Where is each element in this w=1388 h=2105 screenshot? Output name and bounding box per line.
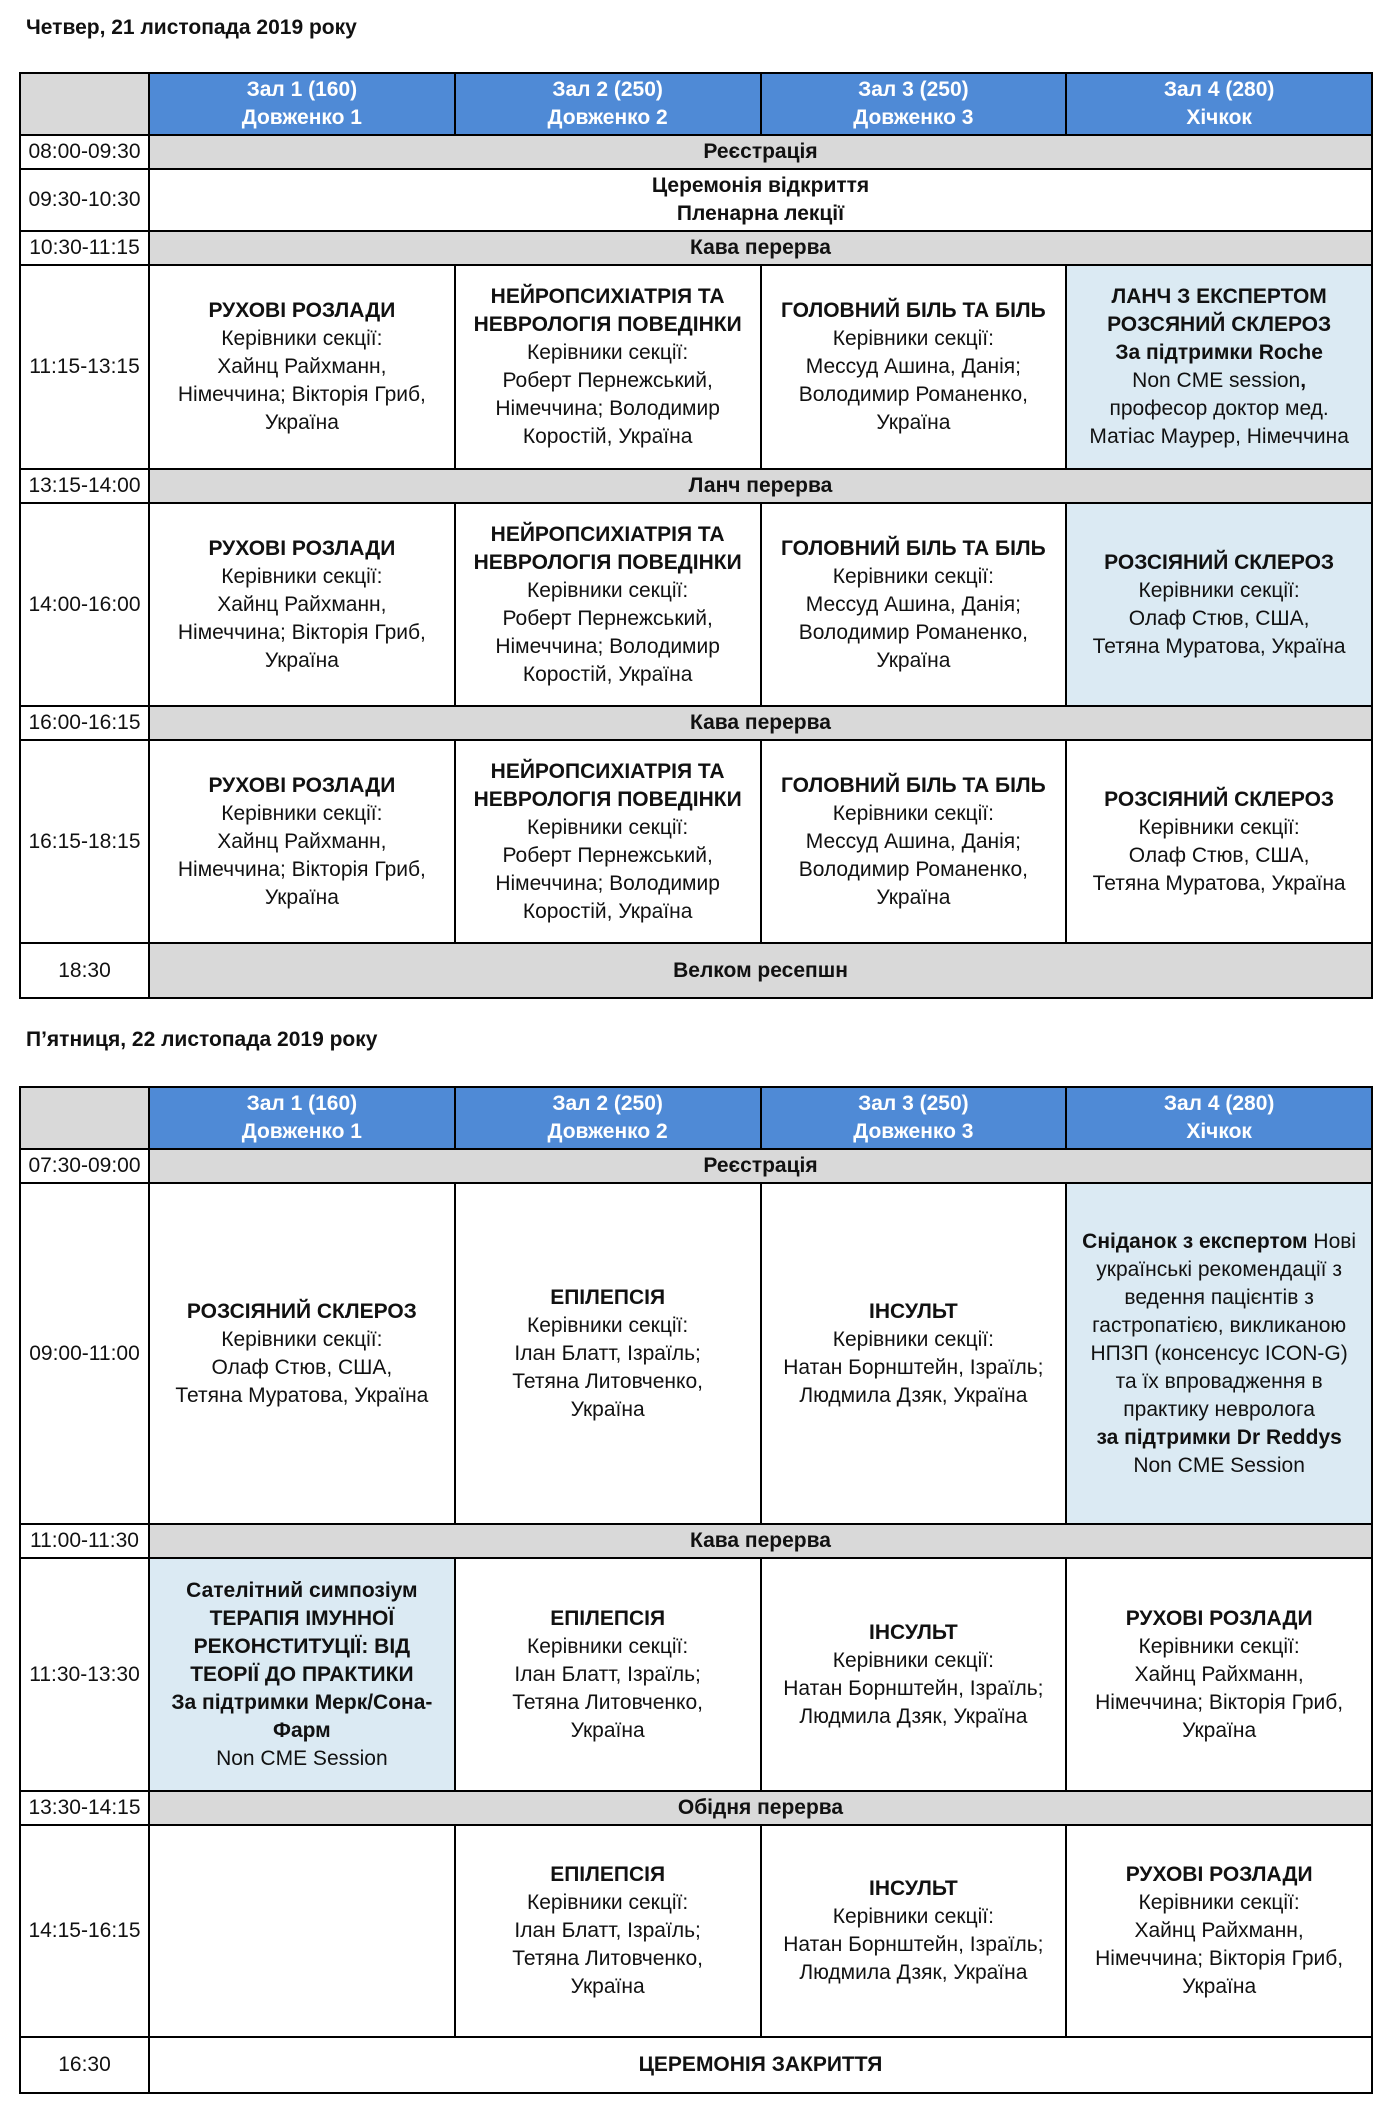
time-cell: 09:30-10:30 xyxy=(20,169,149,231)
table-row xyxy=(20,469,1372,503)
hall-1-header: Зал 1 (160) Довженко 1 xyxy=(149,73,455,135)
table-row xyxy=(20,135,1372,169)
session-cell: РОЗСІЯНИЙ СКЛЕРОЗ Керівники секції: Олаф Стюв, США, Тетяна Муратова, Україна xyxy=(149,1183,455,1524)
session-cell: ГОЛОВНИЙ БІЛЬ ТА БІЛЬ Керівники секції: Мессуд Ашина, Данія; Володимир Романенко, Україна xyxy=(761,740,1067,943)
day1-schedule-table xyxy=(19,72,1373,999)
table-row xyxy=(20,1524,1372,1558)
table-row xyxy=(20,1791,1372,1825)
day2-title: П’ятниця, 22 листопада 2019 року xyxy=(26,1028,378,1051)
session-cell: РОЗСІЯНИЙ СКЛЕРОЗ Керівники секції: Олаф Стюв, США, Тетяна Муратова, Україна xyxy=(1066,740,1372,943)
session-cell: ГОЛОВНИЙ БІЛЬ ТА БІЛЬ Керівники секції: Мессуд Ашина, Данія; Володимир Романенко, Україна xyxy=(761,265,1067,469)
reception-cell: Велком ресепшн xyxy=(149,943,1372,998)
time-cell: 14:15-16:15 xyxy=(20,1825,149,2037)
time-cell: 11:00-11:30 xyxy=(20,1524,149,1558)
session-cell: ЕПІЛЕПСІЯ Керівники секції: Ілан Блатт, Ізраїль; Тетяна Литовченко, Україна xyxy=(455,1183,761,1524)
break-cell: Ланч перерва xyxy=(149,469,1372,503)
hall-4-header: Зал 4 (280) Хічкок xyxy=(1066,1087,1372,1149)
table-row xyxy=(20,2037,1372,2093)
table-row xyxy=(20,943,1372,998)
session-cell: ГОЛОВНИЙ БІЛЬ ТА БІЛЬ Керівники секції: Мессуд Ашина, Данія; Володимир Романенко, Україна xyxy=(761,503,1067,706)
time-cell: 16:15-18:15 xyxy=(20,740,149,943)
table-row xyxy=(20,706,1372,740)
table-row xyxy=(20,1558,1372,1791)
hall-3-header: Зал 3 (250) Довженко 3 xyxy=(761,1087,1067,1149)
session-cell: НЕЙРОПСИХІАТРІЯ ТА НЕВРОЛОГІЯ ПОВЕДІНКИ Керівники секції: Роберт Пернежський, Німеччина; Володимир Коростій, Україна xyxy=(455,265,761,469)
table-row xyxy=(20,265,1372,469)
break-cell: Реєстрація xyxy=(149,135,1372,169)
break-cell: Реєстрація xyxy=(149,1149,1372,1183)
break-cell: Кава перерва xyxy=(149,231,1372,265)
day1-header-row xyxy=(20,73,1372,135)
empty-session-cell xyxy=(149,1825,455,2037)
time-cell: 18:30 xyxy=(20,943,149,998)
time-cell: 09:00-11:00 xyxy=(20,1183,149,1524)
header-corner xyxy=(20,73,149,135)
time-cell: 13:30-14:15 xyxy=(20,1791,149,1825)
break-cell: Кава перерва xyxy=(149,1524,1372,1558)
sponsored-session-cell: ЛАНЧ З ЕКСПЕРТОМ РОЗСЯНИЙ СКЛЕРОЗ За підтримки Roche Non CME session, професор доктор мед. Матіас Маурер, Німеччина xyxy=(1066,265,1372,469)
time-cell: 14:00-16:00 xyxy=(20,503,149,706)
hall-2-header: Зал 2 (250) Довженко 2 xyxy=(455,1087,761,1149)
sponsored-session-cell: Сателітний симпозіум ТЕРАПІЯ ІМУННОЇ РЕКОНСТИТУЦІЇ: ВІД ТЕОРІЇ ДО ПРАКТИКИ За підтримки Мерк/Сона- Фарм Non CME Session xyxy=(149,1558,455,1791)
table-row xyxy=(20,1149,1372,1183)
session-cell: РУХОВІ РОЗЛАДИ Керівники секції: Хайнц Райхманн, Німеччина; Вікторія Гриб, Україна xyxy=(149,503,455,706)
session-cell: НЕЙРОПСИХІАТРІЯ ТА НЕВРОЛОГІЯ ПОВЕДІНКИ Керівники секції: Роберт Пернежський, Німеччина; Володимир Коростій, Україна xyxy=(455,740,761,943)
table-row xyxy=(20,1825,1372,2037)
session-cell: РУХОВІ РОЗЛАДИ Керівники секції: Хайнц Райхманн, Німеччина; Вікторія Гриб, Україна xyxy=(149,265,455,469)
session-cell: РОЗСІЯНИЙ СКЛЕРОЗ Керівники секції: Олаф Стюв, США, Тетяна Муратова, Україна xyxy=(1066,503,1372,706)
table-row xyxy=(20,740,1372,943)
hall-3-header: Зал 3 (250) Довженко 3 xyxy=(761,73,1067,135)
session-cell: РУХОВІ РОЗЛАДИ Керівники секції: Хайнц Райхманн, Німеччина; Вікторія Гриб, Україна xyxy=(149,740,455,943)
time-cell: 11:30-13:30 xyxy=(20,1558,149,1791)
time-cell: 13:15-14:00 xyxy=(20,469,149,503)
break-cell: Кава перерва xyxy=(149,706,1372,740)
header-corner xyxy=(20,1087,149,1149)
hall-1-header: Зал 1 (160) Довженко 1 xyxy=(149,1087,455,1149)
plenary-cell: Церемонія відкриття Пленарна лекції xyxy=(149,169,1372,231)
time-cell: 11:15-13:15 xyxy=(20,265,149,469)
table-row xyxy=(20,169,1372,231)
session-cell: ЕПІЛЕПСІЯ Керівники секції: Ілан Блатт, Ізраїль; Тетяна Литовченко, Україна xyxy=(455,1825,761,2037)
day2-header-row xyxy=(20,1087,1372,1149)
session-cell: ЕПІЛЕПСІЯ Керівники секції: Ілан Блатт, Ізраїль; Тетяна Литовченко, Україна xyxy=(455,1558,761,1791)
day1-title: Четвер, 21 листопада 2019 року xyxy=(26,16,357,39)
session-cell: ІНСУЛЬТ Керівники секції: Натан Борнштейн, Ізраїль; Людмила Дзяк, Україна xyxy=(761,1183,1067,1524)
table-row xyxy=(20,1183,1372,1524)
time-cell: 07:30-09:00 xyxy=(20,1149,149,1183)
session-cell: РУХОВІ РОЗЛАДИ Керівники секції: Хайнц Райхманн, Німеччина; Вікторія Гриб, Україна xyxy=(1066,1558,1372,1791)
break-cell: Обідня перерва xyxy=(149,1791,1372,1825)
time-cell: 16:00-16:15 xyxy=(20,706,149,740)
time-cell: 10:30-11:15 xyxy=(20,231,149,265)
time-cell: 08:00-09:30 xyxy=(20,135,149,169)
session-cell: ІНСУЛЬТ Керівники секції: Натан Борнштейн, Ізраїль; Людмила Дзяк, Україна xyxy=(761,1825,1067,2037)
day2-schedule-table xyxy=(19,1086,1373,2094)
hall-4-header: Зал 4 (280) Хічкок xyxy=(1066,73,1372,135)
session-cell: ІНСУЛЬТ Керівники секції: Натан Борнштейн, Ізраїль; Людмила Дзяк, Україна xyxy=(761,1558,1067,1791)
table-row xyxy=(20,503,1372,706)
sponsored-session-cell: Сніданок з експертом Нові українські рекомендації з ведення пацієнтів з гастропатією, викликаною НПЗП (консенсус ICON-G) та їх впровадження в практику невролога за підтримки Dr Reddys Non CME Session xyxy=(1066,1183,1372,1524)
session-cell: НЕЙРОПСИХІАТРІЯ ТА НЕВРОЛОГІЯ ПОВЕДІНКИ Керівники секції: Роберт Пернежський, Німеччина; Володимир Коростій, Україна xyxy=(455,503,761,706)
time-cell: 16:30 xyxy=(20,2037,149,2093)
session-cell: РУХОВІ РОЗЛАДИ Керівники секції: Хайнц Райхманн, Німеччина; Вікторія Гриб, Україна xyxy=(1066,1825,1372,2037)
closing-ceremony-cell: ЦЕРЕМОНІЯ ЗАКРИТТЯ xyxy=(149,2037,1372,2093)
table-row xyxy=(20,231,1372,265)
hall-2-header: Зал 2 (250) Довженко 2 xyxy=(455,73,761,135)
